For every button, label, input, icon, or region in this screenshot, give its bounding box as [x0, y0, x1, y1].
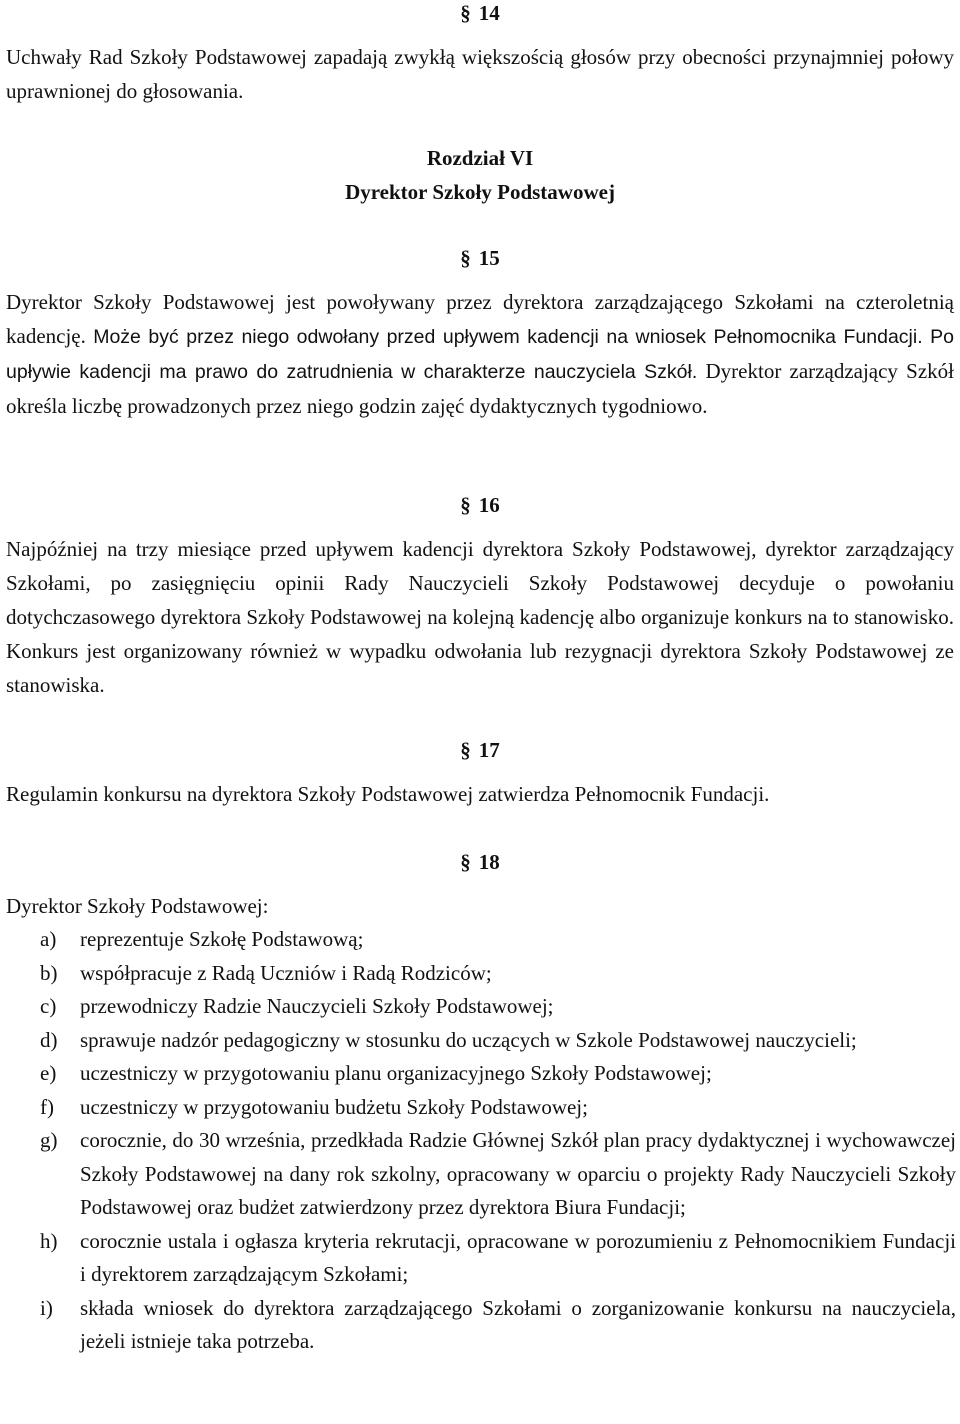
- list-item-text: współpracuje z Radą Uczniów i Radą Rodziców;: [80, 960, 492, 985]
- section-16-text-part1: Najpóźniej na trzy miesiące przed upływem kadencji dyrektora Szkoły Podstawowej, dyrektor zarządzający Szkołami, po zasięgnięciu opinii Rady Nauczycieli Szkoły Podstawowej decyduje o powołaniu dotychczasowego dyrektora Szkoły Podstawowej na kolejną kadencję albo organizuje konkurs na to stanowisko.: [6, 537, 954, 629]
- list-item: [40, 1091, 956, 1125]
- list-item-text: przewodniczy Radzie Nauczycieli Szkoły Podstawowej;: [80, 994, 554, 1018]
- section-sign-icon: §: [460, 738, 471, 762]
- list-item: [40, 1057, 956, 1091]
- list-item-marker: b): [40, 960, 58, 985]
- section-15-text-part1: Dyrektor Szkoły Podstawowej jest powoływany przez dyrektora zarządzającego Szkołami na czteroletnią kadencję.: [6, 290, 954, 348]
- list-item-text: sprawuje nadzór pedagogiczny w stosunku do uczących w Szkole Podstawowej nauczycieli;: [80, 1027, 857, 1052]
- list-item: [40, 1124, 956, 1225]
- director-duties-list: [40, 923, 956, 1359]
- list-item-marker: h): [40, 1228, 58, 1253]
- section-14-heading: § 14: [0, 0, 960, 28]
- section-16-heading: § 16: [0, 490, 960, 520]
- section-15-text-part3: Dyrektor zarządzający Szkół określa liczbę prowadzonych przez niego godzin zajęć dydaktycznych tygodniowo.: [6, 359, 954, 418]
- list-item-marker: d): [40, 1027, 58, 1052]
- section-15-text-part2: Może być przez niego odwołany przed upływem kadencji na wniosek Pełnomocnika Fundacji. Po upływie kadencji ma prawo do zatrudnienia w charakterze nauczyciela Szkół.: [6, 326, 954, 383]
- section-17-text: Regulamin konkursu na dyrektora Szkoły Podstawowej zatwierdza Pełnomocnik Fundacji.: [6, 782, 770, 806]
- chapter-number: Rozdział VI: [426, 146, 534, 170]
- section-18-intro: Dyrektor Szkoły Podstawowej:: [6, 894, 269, 918]
- list-item-text: reprezentuje Szkołę Podstawową;: [80, 927, 364, 951]
- list-item-text: uczestniczy w przygotowaniu planu organizacyjnego Szkoły Podstawowej;: [80, 1061, 712, 1085]
- section-sign-icon: §: [460, 1, 471, 25]
- list-item-marker: f): [40, 1094, 54, 1119]
- section-17-heading: § 17: [0, 735, 960, 765]
- list-item-text: uczestniczy w przygotowaniu budżetu Szkoły Podstawowej;: [80, 1094, 588, 1119]
- list-item-marker: a): [40, 927, 57, 951]
- section-18-heading: § 18: [0, 847, 960, 877]
- list-item: [40, 1225, 956, 1292]
- section-sign-icon: §: [460, 493, 471, 517]
- section-16-text-part2: Konkurs jest organizowany również w wypadku odwołania lub rezygnacji dyrektora Szkoły Podstawowej ze stanowiska.: [6, 639, 954, 697]
- section-sign-icon: §: [460, 850, 471, 874]
- section-15-heading: § 15: [0, 243, 960, 273]
- list-item: [40, 1024, 956, 1058]
- section-15-text: [6, 285, 954, 423]
- section-16-text: [6, 532, 954, 702]
- list-item-marker: g): [40, 1128, 58, 1152]
- list-item: [40, 957, 956, 991]
- section-14-text: Uchwały Rad Szkoły Podstawowej zapadają zwykłą większością głosów przy obecności przynajmniej połowy uprawnionej do głosowania.: [6, 45, 954, 103]
- list-item: [40, 923, 956, 957]
- list-item-text: składa wniosek do dyrektora zarządzającego Szkołami o zorganizowanie konkursu na nauczyciela, jeżeli istnieje taka potrzeba.: [80, 1295, 956, 1353]
- list-item-text: corocznie ustala i ogłasza kryteria rekrutacji, opracowane w porozumieniu z Pełnomocnikiem Fundacji i dyrektorem zarządzającym Szkołami;: [80, 1228, 956, 1286]
- list-item-marker: c): [40, 994, 57, 1018]
- list-item-marker: e): [40, 1061, 57, 1085]
- chapter-title: Dyrektor Szkoły Podstawowej: [345, 180, 615, 204]
- section-sign-icon: §: [460, 246, 471, 270]
- list-item-text: corocznie, do 30 września, przedkłada Radzie Głównej Szkół plan pracy dydaktycznej i wychowawczej Szkoły Podstawowej na dany rok szkolny, opracowany w oparciu o projekty Rady Nauczycieli Szkoły Podstawowej oraz budżet zatwierdzony przez dyrektora Biura Fundacji;: [80, 1128, 956, 1219]
- list-item: [40, 1292, 956, 1359]
- list-item: [40, 990, 956, 1024]
- list-item-marker: i): [40, 1295, 53, 1320]
